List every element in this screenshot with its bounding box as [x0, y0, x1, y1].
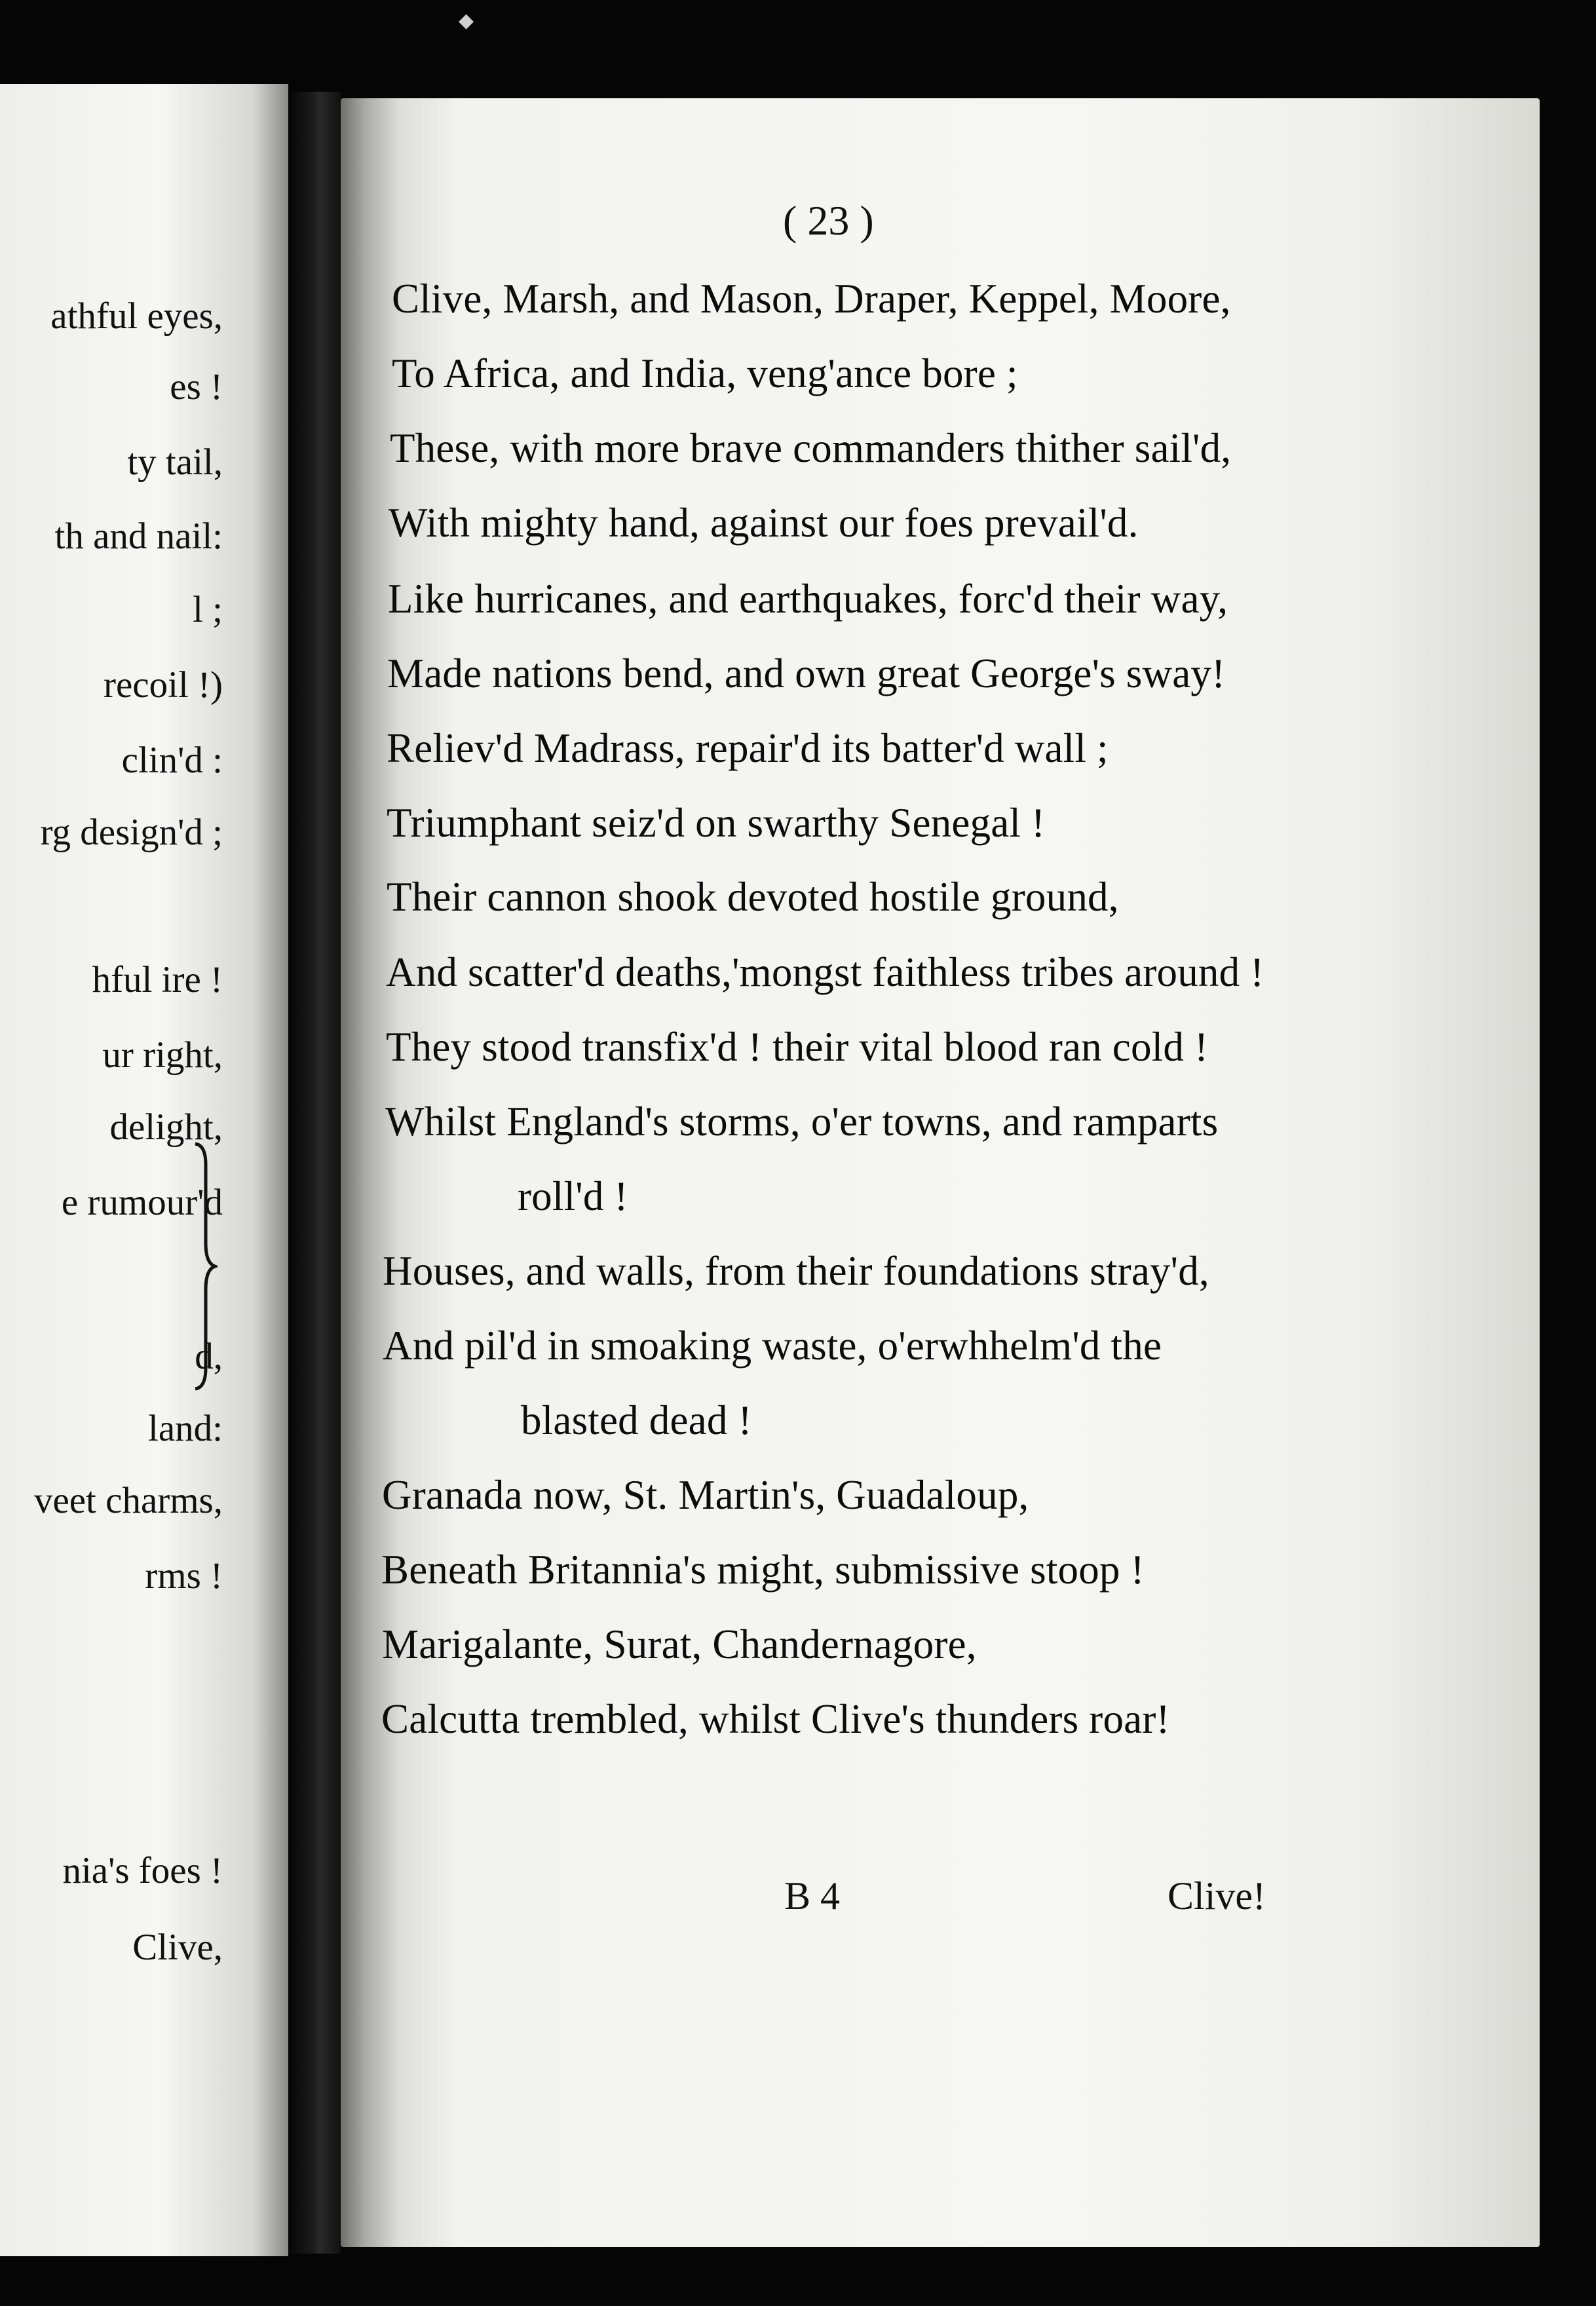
- poem-line: To Africa, and India, veng'ance bore ;: [392, 350, 1018, 396]
- poem-line: Granada now, St. Martin's, Guadaloup,: [382, 1472, 1029, 1518]
- poem-line-continuation: roll'd !: [518, 1173, 628, 1219]
- left-line: nia's foes !: [62, 1850, 223, 1891]
- left-line: rms !: [145, 1555, 223, 1597]
- left-line: recoil !): [104, 664, 223, 706]
- catchword: Clive!: [1168, 1874, 1266, 1918]
- poem-line: Like hurricanes, and earthquakes, forc'd their way,: [388, 576, 1228, 622]
- poem-line: They stood transfix'd ! their vital blood ran cold !: [386, 1024, 1209, 1070]
- left-line: hful ire !: [92, 959, 223, 1000]
- left-line: ty tail,: [127, 442, 223, 483]
- poem-line: Calcutta trembled, whilst Clive's thunders roar!: [381, 1696, 1170, 1742]
- speck: ◆: [459, 10, 474, 31]
- left-line: d,: [195, 1336, 223, 1377]
- poem-line: And scatter'd deaths,'mongst faithless tribes around !: [386, 949, 1264, 995]
- poem-line-continuation: blasted dead !: [521, 1397, 752, 1443]
- poem-line: These, with more brave commanders thither sail'd,: [390, 425, 1232, 471]
- poem-line: Their cannon shook devoted hostile ground,: [387, 874, 1119, 920]
- poem-line: Houses, and walls, from their foundations stray'd,: [383, 1248, 1209, 1294]
- left-line: veet charms,: [33, 1480, 223, 1521]
- left-line: delight,: [109, 1106, 223, 1148]
- poem-line: Triumphant seiz'd on swarthy Senegal !: [387, 800, 1046, 846]
- signature-mark: B 4: [784, 1874, 841, 1918]
- left-line: rg design'd ;: [40, 812, 223, 853]
- left-line: clin'd :: [121, 740, 223, 781]
- page-number: ( 23 ): [783, 197, 874, 244]
- book-gutter: [288, 92, 341, 2254]
- left-line: th and nail:: [54, 516, 223, 557]
- poem-line: Beneath Britannia's might, submissive stoop !: [381, 1547, 1145, 1593]
- left-line: e rumour'd: [61, 1182, 223, 1223]
- left-line: es !: [170, 366, 223, 407]
- poem-line: And pil'd in smoaking waste, o'erwhhelm'd the: [383, 1323, 1162, 1369]
- poem-line: Marigalante, Surat, Chandernagore,: [382, 1621, 977, 1667]
- poem-line: With mighty hand, against our foes prevail'd.: [389, 500, 1139, 546]
- left-line: l ;: [193, 589, 223, 630]
- poem-line: Whilst England's storms, o'er towns, and ramparts: [385, 1099, 1219, 1144]
- poem-line: Made nations bend, and own great George's sway!: [387, 651, 1226, 696]
- poem-line: Reliev'd Madrass, repair'd its batter'd wall ;: [387, 725, 1109, 771]
- left-line: Clive,: [132, 1927, 223, 1968]
- left-page-fragment: [0, 84, 288, 2256]
- brace-mark: [191, 1139, 218, 1394]
- left-line: athful eyes,: [50, 295, 223, 337]
- left-line: ur right,: [102, 1034, 223, 1076]
- left-line: land:: [148, 1408, 223, 1449]
- poem-line: Clive, Marsh, and Mason, Draper, Keppel, Moore,: [392, 276, 1231, 322]
